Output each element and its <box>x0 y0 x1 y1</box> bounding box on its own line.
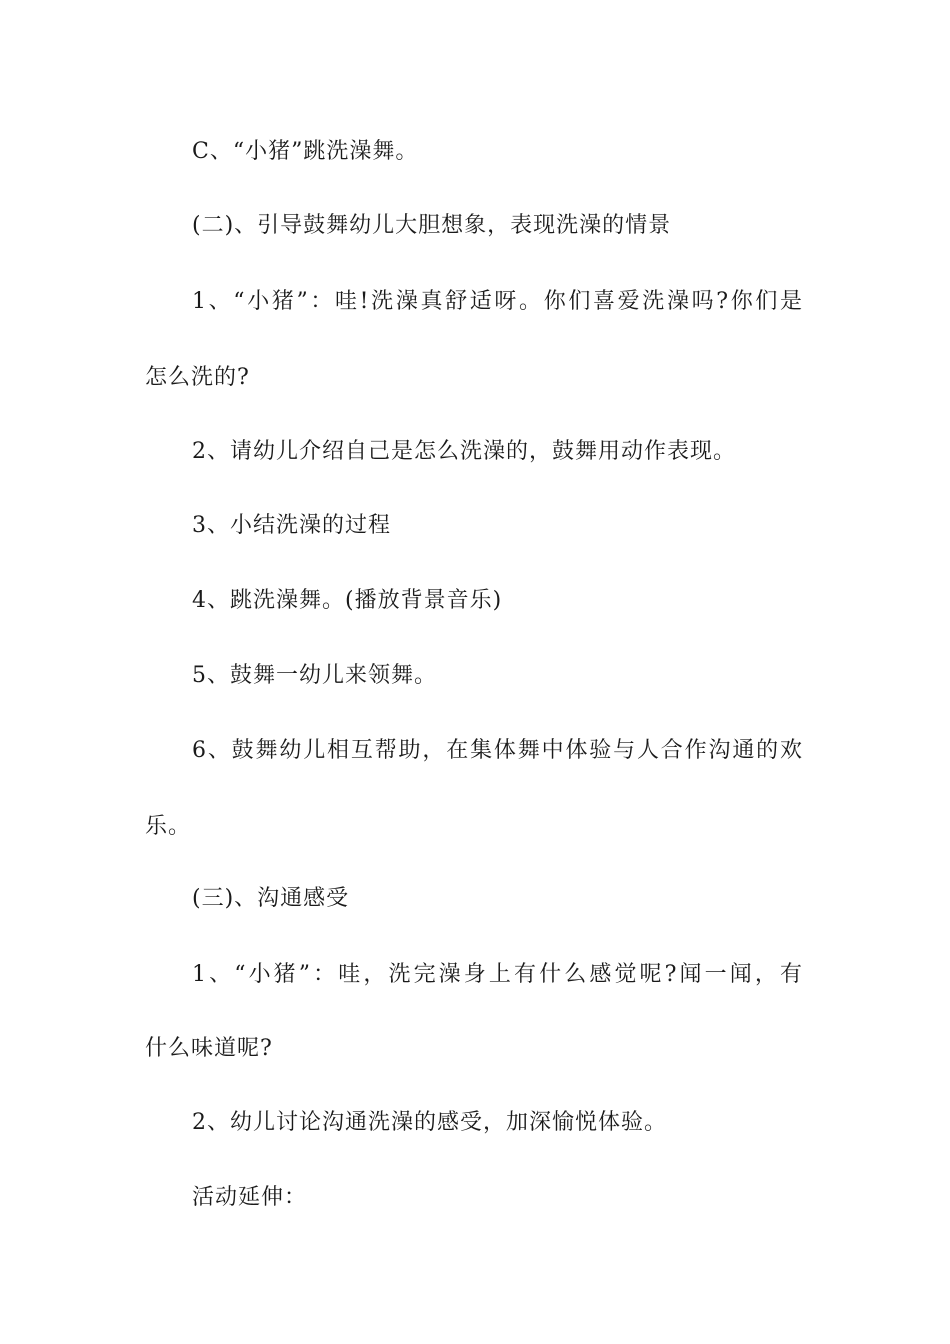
item-4-line: 4、跳洗澡舞。(播放背景音乐) <box>192 588 503 613</box>
item-1-line-1: 1、“小猪”：哇!洗澡真舒适呀。你们喜爱洗澡吗?你们是 <box>192 289 802 314</box>
step-c-line: C、“小猪”跳洗澡舞。 <box>192 139 419 164</box>
section-three-item-1-line-2: 什么味道呢? <box>145 1036 273 1061</box>
section-three-item-2-line: 2、幼儿讨论沟通洗澡的感受，加深愉悦体验。 <box>192 1110 667 1135</box>
item-6-line-1: 6、鼓舞幼儿相互帮助，在集体舞中体验与人合作沟通的欢 <box>192 738 802 763</box>
section-two-heading: (二)、引导鼓舞幼儿大胆想象，表现洗澡的情景 <box>192 213 672 238</box>
item-3-line: 3、小结洗澡的过程 <box>192 513 391 538</box>
section-three-item-1-line-1: 1、“小猪”：哇，洗完澡身上有什么感觉呢?闻一闻，有 <box>192 962 802 987</box>
item-5-line: 5、鼓舞一幼儿来领舞。 <box>192 663 437 688</box>
section-three-heading: (三)、沟通感受 <box>192 886 350 911</box>
item-1-line-2: 怎么洗的? <box>145 365 250 390</box>
item-2-line: 2、请幼儿介绍自己是怎么洗澡的，鼓舞用动作表现。 <box>192 439 736 464</box>
item-6-line-2: 乐。 <box>145 814 192 839</box>
activity-extension-heading: 活动延伸： <box>192 1185 308 1210</box>
